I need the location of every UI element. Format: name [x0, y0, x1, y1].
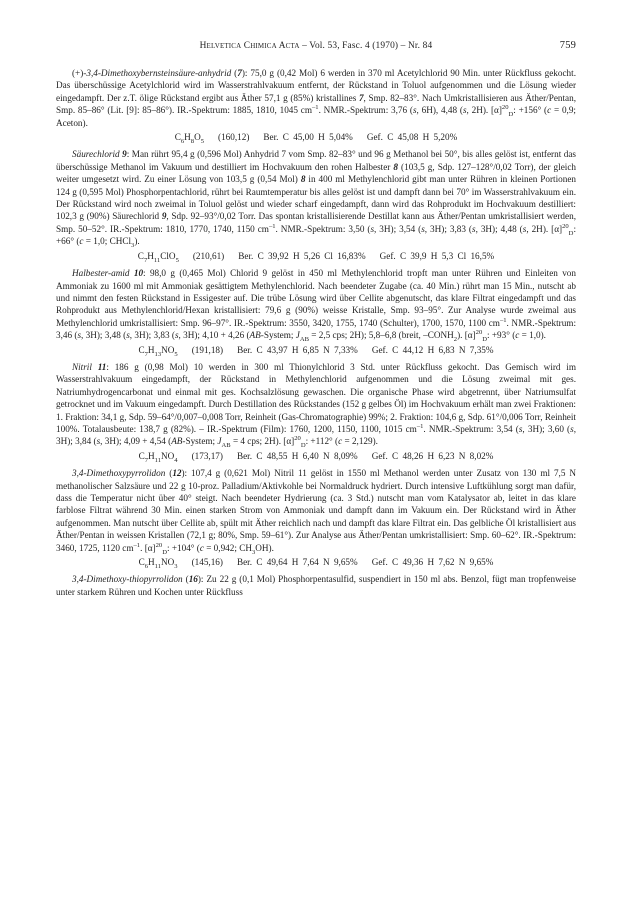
journal-page	[56, 40, 576, 598]
paragraph-pyrrolidon: 3,4-Dimethoxypyrrolidon (12): 107,4 g (0,621 Mol) Nitril 11 gelöst in 1550 ml Methanol werden unter Zusatz von 130 ml 7,5 N methanolischer Salzsäure und 22 g 10-proz. Palladium/Aktivkohle bei Normaldruck hydriert. Durch intensive Luftkühlung sorgt man dafür, dass die Temperatur nicht über 40° steigt. Nach beendeter Hydrierung (ca. 3 Std.) nutscht man vom Katalysator ab, leitet in das klare farblose Filtrat während 30 Min. einen starken Strom von Ammoniak und dampft dann im Vakuum ein. Der Rückstand wird in Äther aufgenommen. Man nutscht über Cellite ab, spült mit Äther reichlich nach und dampft das klare Filtrat ein. Das gelbliche Öl kristallisiert aus Äther/Pentan in weissen Kristallen (72,1 g; 80%, Smp. 59–61°). Zur Analyse aus Äther/Pentan umkristallisiert: Smp. 60–62°. IR.-Spektrum: 3460, 1725, 1120 $cm^{-1}$. $[\alpha]^{20}_D$: +104° (c = 0,942; $CH_3OH$).	[56, 468, 577, 556]
molecular-formula: $C_6H_8O_5$	[174, 132, 205, 145]
molecular-weight: (210,61)	[192, 250, 225, 261]
calculated-values: Ber. C 49,64 H 7,64 N 9,65%	[236, 557, 358, 568]
paragraph-thiopyrrolidon: 3,4-Dimethoxy-thiopyrrolidon (16): Zu 22 g (0,1 Mol) Phosphorpentasulfid, suspendiert in 150 ml abs. Benzol, fügt man tropfenweise unter starkem Rühren und Kochen unter Rückfluss	[56, 574, 577, 597]
calculated-values: Ber. C 43,97 H 6,85 N 7,33%	[237, 344, 358, 355]
paragraph-anhydrid: (+)-3,4-Dimethoxybernsteinsäure-anhydrid (7): 75,0 g (0,42 Mol) 6 werden in 370 ml Acetylchlorid 90 Min. unter Rückfluss gekocht. Das überschüssige Acetylchlorid wird im Wasserstrahlvakuum entfernt, der Rückstand in Toluol aufgenommen und die Lösung wieder eingedampft. Der z.T. ölige Rückstand ergibt aus Äther 57,1 g (85%) kristallines 7, Smp. 82–83°. Nach Umkristallisieren aus Äther/Pentan, Smp. 85–86° (Lit. [9]: 85–86°). IR.-Spektrum: 1885, 1810, 1045 $cm^{-1}$. NMR.-Spektrum: 3,76 (s, 6H), 4,48 (s, 2H). $[\alpha]^{20}_D$: +156° (c = 0,9; Aceton).	[56, 68, 577, 128]
analysis-halbester-amid	[56, 344, 576, 356]
issue-info: – Vol. 53, Fasc. 4 (1970) – Nr. 84	[299, 41, 433, 51]
paragraph-halbester-amid: Halbester-amid 10: 98,0 g (0,465 Mol) Chlorid 9 gelöst in 450 ml Methylenchlorid tropft man unter Rühren und Einleiten von Ammoniak zu 1600 ml mit Ammoniak gesättigtem Methylenchlorid. Nach beendeter Zugabe (ca. 40 Min.) rührt man 15 Min., nutscht ab und nimmt den festen Rückstand in Essigester auf. Die trübe Lösung wird über Cellite abgenutscht, das klare Filtrat eingedampft und das Rohprodukt aus Methylenchlorid/Hexan kristallisiert: 79,6 g (90%) weisse Kristalle, Smp. 93–95°. Zur Analyse wurde zweimal aus Methylenchlorid umkristallisiert: Smp. 96–97°. IR.-Spektrum: 3550, 3420, 1755, 1740 (Schulter), 1700, 1570, 1100 $cm^{-1}$. NMR.-Spektrum: 3,46 (s, 3H); 3,48 (s, 3H); 3,83 (s, 3H); 4,10 + 4,26 (AB-System; $J_{AB} = 2,5$ cps; 2H); 5,8–6,8 (breit, $-CONH_2$). $[\alpha]^{20}_D$: +93° (c = 1,0).	[56, 268, 576, 343]
paragraph-nitril: Nitril 11: 186 g (0,98 Mol) 10 werden in 300 ml Thionylchlorid 3 Std. unter Rückfluss gekocht. Das Gemisch wird im Wasserstrahlvakuum eingedampft, der Rückstand in Methylenchlorid aufgenommen und die Lösung zweimal mit ges. Natriumhydrogencarbonat und einmal mit ges. Kochsalzlösung gewaschen. Die organische Phase wird abgetrennt, über Natriumsulfat getrocknet und im Vakuum eingedampft. Durch Destillation des Rückstandes (152 g gelbes Öl) im Hochvakuum erhält man zwei Fraktionen: 1. Fraktion: 34,1 g, Sdp. 59–64°/0,007–0,008 Torr, Reinheit (Gas-Chromatographie) 99%; 2. Fraktion: 104,6 g, Sdp. 61°/0,006 Torr, Reinheit 100%. Totalausbeute: 138,7 g (82%). – IR.-Spektrum (Film): 1760, 1200, 1150, 1100, 1015 $cm^{-1}$. NMR.-Spektrum: 3,54 (s, 3H); 3,60 (s, 3H); 3,84 (s, 3H); 4,09 + 4,54 (AB-System; $J_{AB} = 4$ cps; 2H). $[\alpha]^{20}_D$: +112° (c = 2,129).	[56, 361, 576, 450]
calculated-values: Ber. C 48,55 H 6,40 N 8,09%	[236, 450, 358, 461]
page-number: 759	[559, 40, 576, 51]
found-values: Gef. C 39,9 H 5,3 Cl 16,5%	[379, 250, 495, 261]
running-head	[56, 40, 576, 54]
molecular-weight: (173,17)	[191, 450, 223, 461]
paragraph-saeurechlorid: Säurechlorid 9: Man rührt 95,4 g (0,596 Mol) Anhydrid 7 vom Smp. 82–83° und 96 g Methanol bei 50°, bis alles gelöst ist, entfernt das überschüssige Methanol im Vakuum und destilliert im Hochvakuum den rohen Halbester 8 (103,5 g, Sdp. 127–128°/0,02 Torr), der gleich weiter umgesetzt wird. Zu einer Lösung von 103,5 g (0,54 Mol) 8 in 400 ml Methylenchlorid gibt man unter Rühren in kleinen Portionen 124 g (0,595 Mol) Phosphorpentachlorid, rührt bei Raumtemperatur bis alles gelöst ist und dampft dann bei 70° im Wasserstrahlvakuum ein. Der Rückstand wird noch zweimal in Toluol gelöst und wieder scharf eingedampft, dann wird das Rohprodukt im Hochvakuum destilliert: 102,3 g (90%) Säurechlorid 9, Sdp. 92–93°/0,02 Torr. Das spontan kristallisierende Destillat kann aus Äther/Pentan umkristallisiert werden, Smp. 50–52°. IR.-Spektrum: 1810, 1770, 1740, 1150 $cm^{-1}$. NMR.-Spektrum: 3,50 (s, 3H); 3,54 (s, 3H); 3,83 (s, 3H); 4,48 (s, 2H). $[\alpha]^{20}_D$: +66° (c = 1,0; CHCl$_3$).	[56, 149, 576, 250]
calculated-values: Ber. C 45,00 H 5,04%	[263, 132, 353, 143]
analysis-nitril	[56, 450, 576, 462]
molecular-formula: $C_7H_{11}NO_4$	[138, 450, 178, 464]
analysis-pyrrolidon	[56, 556, 576, 568]
found-values: Gef. C 48,26 H 6,23 N 8,02%	[371, 450, 494, 461]
molecular-weight: (145,16)	[191, 557, 223, 568]
calculated-values: Ber. C 39,92 H 5,26 Cl 16,83%	[238, 250, 366, 261]
found-values: Gef. C 49,36 H 7,62 N 9,65%	[371, 557, 494, 568]
analysis-anhydrid	[56, 131, 576, 143]
molecular-formula: $C_7H_{11}ClO_5$	[137, 250, 179, 264]
molecular-formula: $C_7H_{13}NO_5$	[138, 344, 178, 358]
found-values: Gef. C 45,08 H 5,20%	[366, 132, 458, 143]
analysis-saeurechlorid	[56, 250, 576, 262]
journal-citation	[56, 40, 576, 52]
molecular-weight: (160,12)	[218, 132, 250, 143]
found-values: Gef. C 44,12 H 6,83 N 7,35%	[371, 344, 494, 355]
molecular-weight: (191,18)	[191, 344, 224, 355]
molecular-formula: $C_6H_{11}NO_3$	[138, 557, 178, 570]
journal-name: Helvetica Chimica Acta	[199, 41, 300, 51]
